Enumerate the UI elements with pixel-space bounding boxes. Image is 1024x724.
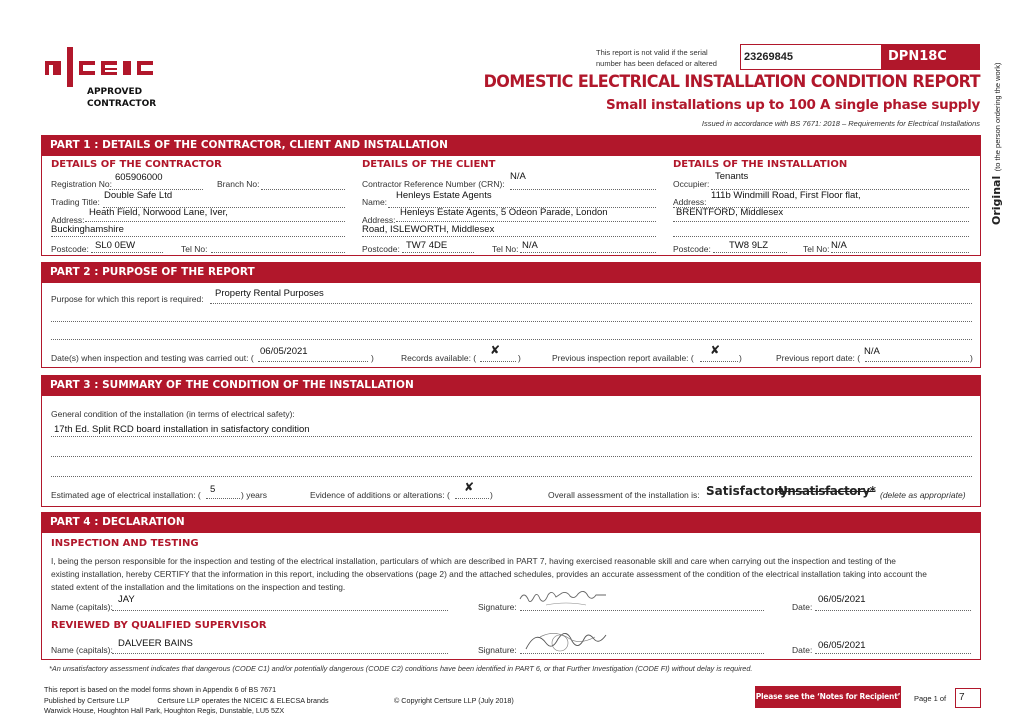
installation-postcode-line [713, 252, 787, 253]
client-name-label: Name: [362, 197, 388, 207]
contractor-tel-label: Tel No: [181, 244, 208, 254]
crn-line [510, 189, 656, 190]
previous-value[interactable]: ✘ [710, 343, 721, 357]
declaration-line3: stated extent of the installation and the limitations on the inspection and testing. [51, 582, 346, 592]
contractor-section [51, 159, 346, 255]
age-label: Estimated age of electrical installation: ( [51, 490, 201, 500]
branch-line [261, 189, 345, 190]
evidence-label: Evidence of additions or alterations: ( [310, 490, 450, 500]
report-subtitle: Small installations up to 100 A single phase supply [606, 97, 980, 113]
reviewer-date-label: Date: [792, 645, 813, 655]
part4-box [41, 532, 981, 660]
purpose-value[interactable]: Property Rental Purposes [215, 288, 324, 299]
installation-postcode-label: Postcode: [673, 244, 711, 254]
reviewer-date-line [815, 653, 971, 654]
inspector-date-label: Date: [792, 602, 813, 612]
client-section [362, 159, 657, 255]
records-value[interactable]: ✘ [490, 343, 501, 357]
footer-line2 [44, 696, 329, 707]
inspector-signature-label: Signature: [478, 602, 517, 612]
dates-close: ) [371, 353, 374, 363]
part3-heading: PART 3 : SUMMARY OF THE CONDITION OF THE INSTALLATION [41, 375, 981, 395]
footer-line1: This report is based on the model forms shown in Appendix 6 of BS 7671 [44, 685, 277, 694]
part2-box [41, 282, 981, 368]
contractor-heading: DETAILS OF THE CONTRACTOR [51, 159, 222, 170]
part2-heading: PART 2 : PURPOSE OF THE REPORT [41, 262, 981, 282]
general-line1 [51, 436, 972, 437]
part1-heading: PART 1 : DETAILS OF THE CONTRACTOR, CLIENT AND INSTALLATION [41, 135, 981, 155]
previous-close: ) [739, 353, 742, 363]
installation-address-label: Address: [673, 197, 707, 207]
crn-value[interactable]: N/A [510, 171, 526, 182]
crn-label: Contractor Reference Number (CRN): [362, 179, 505, 189]
contractor-address-line2 [51, 236, 345, 237]
client-address-2[interactable]: Road, ISLEWORTH, Middlesex [362, 224, 495, 235]
side-original-label [987, 5, 1005, 225]
evidence-value[interactable]: ✘ [464, 480, 475, 494]
serial-note [596, 47, 717, 69]
declaration-line1: I, being the person responsible for the inspection and testing of the electrical installation, particulars of which are described in PART 7, having exercised reasonable skill and care when carrying out the inspection and testing of the [51, 556, 896, 566]
trading-label: Trading Title: [51, 197, 100, 207]
inspector-date-value[interactable]: 06/05/2021 [818, 594, 866, 605]
purpose-line2 [51, 321, 972, 322]
records-close: ) [518, 353, 521, 363]
contractor-address-label: Address: [51, 215, 85, 225]
client-postcode-line [402, 252, 474, 253]
original-word: Original [990, 175, 1003, 225]
age-unit: ) years [241, 490, 267, 500]
occupier-value[interactable]: Tenants [715, 171, 749, 182]
serial-number-box [740, 44, 882, 70]
general-line3 [51, 476, 972, 477]
contractor-address-1[interactable]: Heath Field, Norwood Lane, Iver, [89, 207, 228, 218]
part4-heading: PART 4 : DECLARATION [41, 512, 981, 532]
reviewer-date-value[interactable]: 06/05/2021 [818, 640, 866, 651]
footer-line3: Warwick House, Houghton Hall Park, Houghton Regis, Dunstable, LU5 5ZX [44, 706, 285, 715]
client-address-1[interactable]: Henleys Estate Agents, 5 Odeon Parade, London [400, 207, 608, 218]
footer-info [44, 685, 329, 717]
previous-label: Previous inspection report available: ( [552, 353, 694, 363]
installation-tel-label: Tel No: [803, 244, 830, 254]
installation-heading: DETAILS OF THE INSTALLATION [673, 159, 848, 170]
trading-value[interactable]: Double Safe Ltd [104, 190, 173, 201]
overall-label: Overall assessment of the installation is: [548, 490, 700, 500]
contractor-postcode-line [91, 252, 163, 253]
client-name-value[interactable]: Henleys Estate Agents [396, 190, 492, 201]
original-note: (to the person ordering the work) [993, 62, 1002, 172]
reg-label: Registration No: [51, 179, 112, 189]
installation-address-1[interactable]: 111b Windmill Road, First Floor flat, [711, 190, 861, 201]
notes-for-recipient-button[interactable]: Please see the ‘Notes for Recipient’ [755, 686, 901, 708]
client-tel-label: Tel No: [492, 244, 519, 254]
prevdate-line [865, 361, 969, 362]
declaration-text [51, 555, 973, 594]
prevdate-value[interactable]: N/A [864, 346, 880, 357]
logo-line2: CONTRACTOR [87, 99, 157, 109]
dates-line [258, 361, 368, 362]
installation-address-line3 [673, 236, 969, 237]
age-line [206, 498, 240, 499]
inspection-heading: INSPECTION AND TESTING [51, 538, 199, 549]
reviewer-name-label: Name (capitals): [51, 645, 113, 655]
client-postcode-value[interactable]: TW7 4DE [406, 240, 448, 251]
installation-tel-line [831, 252, 969, 253]
purpose-label: Purpose for which this report is required: [51, 294, 204, 304]
dates-value[interactable]: 06/05/2021 [260, 346, 308, 357]
contractor-address-2[interactable]: Buckinghamshire [51, 224, 124, 235]
dates-label: Date(s) when inspection and testing was carried out: ( [51, 353, 254, 363]
client-postcode-label: Postcode: [362, 244, 400, 254]
previous-line [700, 361, 738, 362]
purpose-line [210, 303, 972, 304]
occupier-label: Occupier: [673, 179, 710, 189]
reviewer-heading: REVIEWED BY QUALIFIED SUPERVISOR [51, 620, 267, 631]
prevdate-close: ) [970, 353, 973, 363]
contractor-tel-line [211, 252, 345, 253]
niceic-logo [45, 45, 160, 115]
reviewer-name-line [112, 653, 448, 654]
contractor-postcode-value[interactable]: SL0 0EW [95, 240, 136, 251]
client-address-line2 [362, 236, 656, 237]
age-value[interactable]: 5 [210, 484, 216, 495]
reg-value[interactable]: 605906000 [115, 172, 163, 183]
page-label: Page 1 of [914, 694, 947, 703]
page-total: 7 [959, 692, 965, 703]
client-heading: DETAILS OF THE CLIENT [362, 159, 496, 170]
delete-note: (delete as appropriate) [880, 490, 966, 500]
footer-brands: Certsure LLP operates the NICEIC & ELECSA brands [157, 695, 329, 705]
inspector-name-value[interactable]: JAY [118, 594, 135, 605]
installation-tel-value[interactable]: N/A [831, 240, 847, 251]
serial-note-line1: This report is not valid if the serial [596, 48, 708, 57]
report-title: DOMESTIC ELECTRICAL INSTALLATION CONDITION REPORT [483, 72, 980, 92]
reviewer-signature-label: Signature: [478, 645, 517, 655]
evidence-line [455, 498, 489, 499]
general-label: General condition of the installation (in terms of electrical safety): [51, 409, 295, 419]
issued-statement: Issued in accordance with BS 7671: 2018 – Requirements for Electrical Installations [701, 119, 980, 128]
reviewer-name-value[interactable]: DALVEER BAINS [118, 638, 193, 649]
part1-box [41, 155, 981, 256]
part3-box [41, 395, 981, 507]
installation-address-2[interactable]: BRENTFORD, Middlesex [676, 207, 784, 218]
records-label: Records available: ( [401, 353, 477, 363]
inspector-date-line [815, 610, 971, 611]
overall-value[interactable]: Satisfactory [706, 484, 788, 498]
contractor-address-line1 [85, 221, 345, 222]
client-tel-line [520, 252, 656, 253]
serial-number: 23269845 [744, 51, 793, 63]
niceic-wordmark-graphic [45, 45, 157, 89]
prevdate-label: Previous report date: ( [776, 353, 861, 363]
evidence-close: ) [490, 490, 493, 500]
client-tel-value[interactable]: N/A [522, 240, 538, 251]
inspector-name-label: Name (capitals): [51, 602, 113, 612]
branch-label: Branch No: [217, 179, 260, 189]
installation-postcode-value[interactable]: TW8 9LZ [729, 240, 769, 251]
form-code: DPN18C [882, 44, 980, 70]
footer-copyright: © Copyright Certsure LLP (July 2018) [394, 696, 514, 705]
logo-line1: APPROVED [87, 87, 143, 97]
records-line [480, 361, 516, 362]
serial-note-line2: number has been defaced or altered [596, 59, 717, 68]
client-address-label: Address: [362, 215, 396, 225]
overall-struck: Unsatisfactory* [778, 484, 876, 498]
inspector-signature-graphic [516, 587, 636, 613]
general-line2 [51, 456, 972, 457]
page-total-box [955, 688, 981, 708]
declaration-line2: existing installation, hereby CERTIFY that the information in this report, including the observations (page 2) and the attached schedules, provides an accurate assessment of the condition of the electrical installation taking into account the [51, 569, 927, 579]
footer-publisher: Published by Certsure LLP [44, 695, 130, 705]
installation-section [673, 159, 971, 255]
footnote: *An unsatisfactory assessment indicates that dangerous (CODE C1) and/or potentially dangerous (CODE C2) conditions have been identified in PART 6, or that Further Investigation (CODE FI) without delay is required. [49, 664, 753, 673]
client-address-line1 [396, 221, 656, 222]
purpose-line3 [51, 339, 972, 340]
inspector-name-line [112, 610, 448, 611]
reviewer-signature-graphic [520, 627, 620, 657]
general-value[interactable]: 17th Ed. Split RCD board installation in satisfactory condition [54, 424, 310, 435]
installation-address-line2 [673, 221, 969, 222]
contractor-postcode-label: Postcode: [51, 244, 89, 254]
